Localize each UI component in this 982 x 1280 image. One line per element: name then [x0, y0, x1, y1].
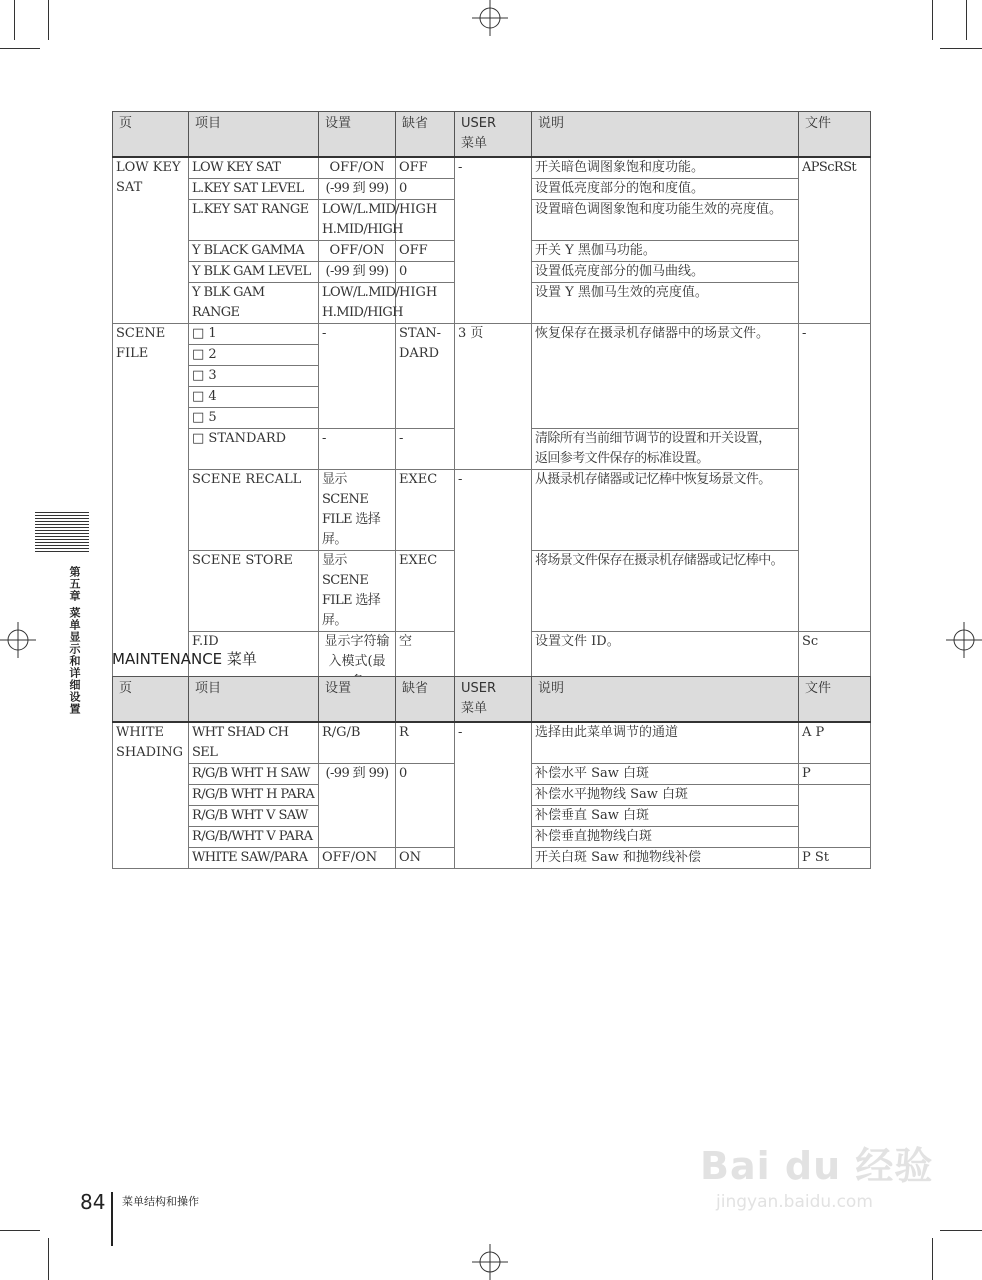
file-cell [799, 785, 871, 848]
description-cell: 恢复保存在摄录机存储器中的场景文件。 [532, 324, 799, 429]
page-cell-low-key-sat: LOW KEY SAT [113, 157, 189, 324]
default-cell: EXEC [396, 470, 455, 551]
description-cell: 开关 Y 黑伽马功能。 [532, 241, 799, 262]
user-menu-cell: - [455, 157, 532, 324]
header-user-menu: USER 菜单 [455, 112, 532, 158]
item-cell: R/G/B WHT V SAW [189, 806, 319, 827]
chapter-tab-lines [35, 512, 89, 552]
description-cell: 选择由此菜单调节的通道 [532, 722, 799, 764]
item-cell: SCENE STORE [189, 551, 319, 632]
item-cell: Y BLK GAM RANGE [189, 283, 319, 324]
description-cell: 设置 Y 黑伽马生效的亮度值。 [532, 283, 799, 324]
registration-mark [472, 0, 508, 36]
default-cell: 0 [396, 262, 455, 283]
user-menu-cell: - [455, 722, 532, 869]
setting-cell: (-99 到 99) [319, 764, 396, 848]
header-description: 说明 [532, 677, 799, 723]
file-cell: P [799, 764, 871, 785]
description-cell: 补偿垂直 Saw 白斑 [532, 806, 799, 827]
page-number: 84 [80, 1190, 106, 1214]
setting-cell: LOW/L.MID/ H.MID/HIGH [319, 200, 396, 241]
header-user-menu: USER 菜单 [455, 677, 532, 723]
user-menu-cell: 3 页 [455, 324, 532, 470]
header-page: 页 [113, 112, 189, 158]
default-cell: HIGH [396, 283, 455, 324]
default-cell: 0 [396, 764, 455, 848]
description-cell: 设置暗色调图象饱和度功能生效的亮度值。 [532, 200, 799, 241]
description-cell: 补偿垂直抛物线白斑 [532, 827, 799, 848]
item-cell: WHITE SAW/PARA [189, 848, 319, 869]
setting-cell: LOW/L.MID/ H.MID/HIGH [319, 283, 396, 324]
crop-mark [0, 1230, 40, 1231]
item-cell: WHT SHAD CH SEL [189, 722, 319, 764]
item-cell: SCENE RECALL [189, 470, 319, 551]
item-cell: □ STANDARD [189, 429, 319, 470]
default-cell: HIGH [396, 200, 455, 241]
default-cell: OFF [396, 241, 455, 262]
default-cell: STAN- DARD [396, 324, 455, 429]
setting-cell: OFF/ON [319, 157, 396, 179]
setting-cell: - [319, 429, 396, 470]
setting-cell: 显示字符输 入模式(最 [319, 632, 396, 713]
crop-mark [966, 0, 967, 40]
default-cell: ON [396, 848, 455, 869]
file-cell: Sc [799, 632, 871, 713]
description-cell: 清除所有当前细节调节的设置和开关设置， 返回参考文件保存的标准设置。 [532, 429, 799, 470]
setting-cell: OFF/ON [319, 848, 396, 869]
setting-cell: 显示 SCENE FILE 选择屏。 [319, 470, 396, 551]
watermark-url: jingyan.baidu.com [716, 1192, 873, 1212]
default-cell: EXEC [396, 551, 455, 632]
crop-mark [48, 0, 49, 40]
crop-mark [940, 48, 982, 49]
item-cell: F.ID [189, 632, 319, 713]
maintenance-menu-table [112, 676, 871, 869]
crop-mark [932, 0, 933, 40]
crop-mark [932, 1238, 933, 1280]
crop-mark [940, 1230, 982, 1231]
item-cell: R/G/B WHT H SAW [189, 764, 319, 785]
table-row [113, 324, 871, 345]
registration-mark [946, 622, 982, 658]
setting-cell: (-99 到 99) [319, 262, 396, 283]
header-setting: 设置 [319, 112, 396, 158]
header-default: 缺省 [396, 677, 455, 723]
table-header-row [113, 112, 871, 158]
registration-mark [472, 1244, 508, 1280]
description-cell: 设置低亮度部分的伽马曲线。 [532, 262, 799, 283]
header-default: 缺省 [396, 112, 455, 158]
header-file: 文件 [799, 112, 871, 158]
page-cell-scene-file: SCENE FILE [113, 324, 189, 713]
maintenance-menu-title: MAINTENANCE 菜单 [112, 650, 257, 668]
registration-mark [0, 622, 36, 658]
chapter-side-label: 第五章 菜单显示和详细设置 [68, 566, 81, 715]
default-cell: 空 [396, 632, 455, 713]
user-menu-cell: - [455, 470, 532, 713]
default-cell: - [396, 429, 455, 470]
footer-section-title: 菜单结构和操作 [122, 1195, 199, 1208]
item-cell: R/G/B/WHT V PARA [189, 827, 319, 848]
item-cell: L.KEY SAT LEVEL [189, 179, 319, 200]
description-cell: 设置低亮度部分的饱和度值。 [532, 179, 799, 200]
item-cell: □ 3 [189, 366, 319, 387]
header-setting: 设置 [319, 677, 396, 723]
file-cell: P St [799, 848, 871, 869]
description-cell: 设置文件 ID。 [532, 632, 799, 713]
default-cell: 0 [396, 179, 455, 200]
setting-cell: 显示 SCENE FILE 选择屏。 [319, 551, 396, 632]
header-page: 页 [113, 677, 189, 723]
item-cell: □ 5 [189, 408, 319, 429]
baidu-watermark [700, 1135, 933, 1212]
item-cell: L.KEY SAT RANGE [189, 200, 319, 241]
footer-divider [111, 1192, 113, 1246]
page-cell-white-shading: WHITE SHADING [113, 722, 189, 869]
header-item: 项目 [189, 112, 319, 158]
setting-cell: R/G/B [319, 722, 396, 764]
crop-mark [14, 0, 15, 40]
table-row [113, 157, 871, 179]
header-item: 项目 [189, 677, 319, 723]
setting-cell: OFF/ON [319, 241, 396, 262]
item-cell: □ 4 [189, 387, 319, 408]
description-cell: 补偿水平抛物线 Saw 白斑 [532, 785, 799, 806]
setting-cell: - [319, 324, 396, 429]
default-cell: R [396, 722, 455, 764]
file-cell: - [799, 324, 871, 632]
table-row [113, 722, 871, 764]
setting-cell: (-99 到 99) [319, 179, 396, 200]
description-cell: 从摄录机存储器或记忆棒中恢复场景文件。 [532, 470, 799, 551]
item-cell: Y BLK GAM LEVEL [189, 262, 319, 283]
crop-mark [0, 48, 40, 49]
description-cell: 开关白斑 Saw 和抛物线补偿 [532, 848, 799, 869]
paint-menu-table [112, 111, 871, 713]
watermark-logo-text: Bai du 经验 [700, 1144, 934, 1188]
item-cell: R/G/B WHT H PARA [189, 785, 319, 806]
file-cell: APScRSt [799, 157, 871, 324]
table-row [113, 470, 871, 511]
crop-mark [48, 1238, 49, 1280]
header-file: 文件 [799, 677, 871, 723]
item-cell: Y BLACK GAMMA [189, 241, 319, 262]
description-cell: 补偿水平 Saw 白斑 [532, 764, 799, 785]
description-cell: 开关暗色调图象饱和度功能。 [532, 157, 799, 179]
table-header-row [113, 677, 871, 723]
item-cell: □ 2 [189, 345, 319, 366]
file-cell: A P [799, 722, 871, 764]
item-cell: □ 1 [189, 324, 319, 345]
item-cell: LOW KEY SAT [189, 157, 319, 179]
description-cell: 将场景文件保存在摄录机存储器或记忆棒中。 [532, 551, 799, 632]
header-description: 说明 [532, 112, 799, 158]
default-cell: OFF [396, 157, 455, 179]
